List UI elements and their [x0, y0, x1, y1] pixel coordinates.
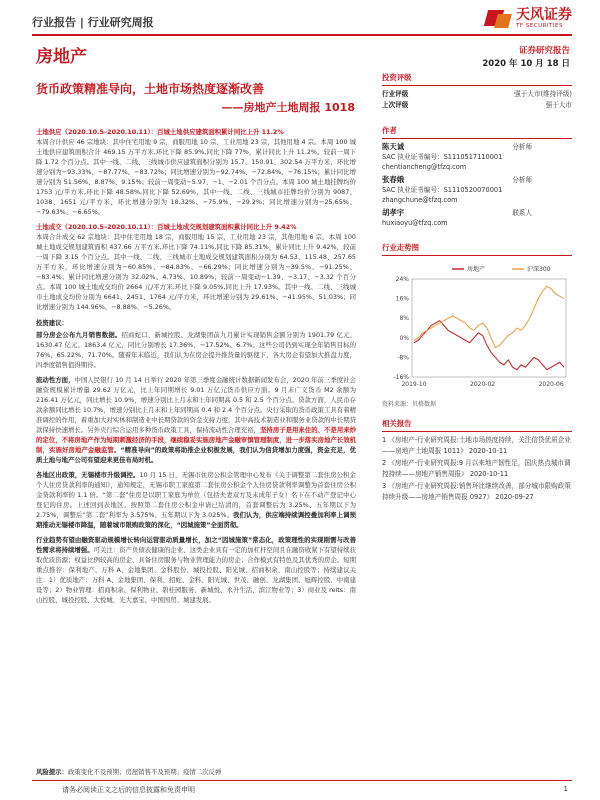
y-tick-label: 16% — [395, 295, 409, 303]
trend-chart-heading: 行业走势图 — [382, 242, 572, 256]
land-deal-lead: 土地成交（2020.10.5–2020.10.11）：百城土地成交规划建筑面积累计同比上升 9.42% — [36, 223, 297, 231]
sales-text: 招商蛇口、新城控股、龙湖集团前九月累计实现销售金额分别为 1901.79 亿元、1630.47 亿元、1863.4 亿元，同比分别增长 17.36%、−17.52%、6.7%。这些公司仍到实现全年销售目标的 76%、65.22%、71.70%。随着年末临近，我们认为在房企提升推货量的驱使下，各大房企有望加大推盘力度，四季度销售值得期待。 — [36, 331, 356, 369]
chart-source: 资料来源：贝格数据 — [382, 401, 437, 408]
company-logo — [486, 8, 572, 30]
y-tick-label: 0% — [399, 334, 409, 342]
page-footer — [32, 780, 572, 794]
chart-frame — [412, 279, 566, 377]
land-supply-section — [36, 127, 356, 217]
land-deal-section — [36, 222, 356, 312]
related-report-link[interactable]: 1 《房地产-行业研究周报:土地市场热度持续，关注信贷优质企业——房地产土地周报 1011》 2020-10-11 — [382, 436, 571, 455]
author-cert-label: SAC 执业证书编号： — [382, 153, 444, 161]
authors-heading: 作者 — [382, 125, 572, 139]
related-report-link[interactable]: 3 《房地产-行业研究周报:销售环比继续改善，部分城市限购政策持续升级——房地产销售周报 0927》 2020-09-27 — [382, 482, 571, 501]
author-cert-label: SAC 执业证书编号： — [382, 186, 444, 194]
logo-name-en: TF SECURITIES — [516, 23, 563, 30]
land-supply-lead: 土地供应（2020.10.5–2020.10.11）：百城土地供应建筑面积累计同比上升 11.2% — [36, 128, 284, 136]
author-card — [382, 175, 572, 205]
author-role: 分析师 — [512, 176, 532, 184]
trend-highlight: 行业趋势有望由融资驱动规模增长转向运营驱动质量增长，加之“因城施策”常态化，政策理性的实现刚需与改善性需求将持续增强。 — [36, 536, 356, 554]
industry-rating-label: 行业评级 — [382, 90, 409, 98]
industry-rating-value: 强于大市(维持评级) — [514, 90, 572, 98]
x-tick-label: 2019-10 — [401, 381, 427, 388]
y-tick-label: 8% — [399, 315, 409, 323]
report-date: 2020 年 10 月 18 日 — [482, 59, 570, 69]
policy-paragraph — [36, 470, 356, 530]
breadcrumb: 行业报告 | 行业研究周报 — [32, 16, 154, 29]
sales-paragraph — [36, 330, 356, 370]
legend-label: 房地产 — [467, 266, 486, 273]
previous-rating-value: 强于大市 — [545, 101, 572, 109]
trend-paragraph — [36, 535, 356, 605]
related-report-link[interactable]: 2 《房地产-行业研究周报:9 月以来地产韧性足，国庆热点城市调控持续——房地产销售周报》 2020-10-11 — [382, 459, 571, 478]
rating-heading: 投资评级 — [382, 72, 572, 86]
land-supply-text: 本周合计供应 46 宗地块：其中住宅用地 9 宗，商服用地 10 宗，工业用地 23 宗，其他用地 4 宗。本周 100 城土地供应建筑面积合计 469.15 万平方米,环比下降 85.9%,同比下降 77%，累计同比上升 11.2%。较前一周下降 1.72 个百分点。其中一线、二线、三线城市供应建筑面积分别为 15.7、150.91、302.54 万平方米，环比增速分别为−93.33%、−87.77%、−83.72%；同比增速分别为−92.74%、−72.84%、−76.15%；累计同比增速分别为 51.56%、8.87%、9.15%；较前一周变动−5.97、−1、−2.01 个百分点。本周 100 城土地挂牌均价 1753 元/平方米,环比下降 48.58%,同比下降 52.69%，其中一线、二线、三线城市挂牌均价分别为 9087、1038、1651 元/平方米，环比增速分别为 18.32%、−75.9%、−29.2%；同比增速分别为−25.65%、−79.63%、−6.65%。 — [36, 138, 356, 216]
report-subtitle: ——房地产土地周报 1018 — [221, 101, 355, 114]
author-name: 胡孝宇 — [382, 208, 405, 217]
disclaimer: 请务必阅读正文之后的信息披露和免责申明 — [62, 786, 195, 794]
main-content — [36, 127, 356, 610]
y-tick-label: -16% — [393, 374, 409, 381]
series-line-0 — [414, 321, 564, 370]
author-email[interactable]: zhangchune@tfzq.com — [382, 196, 458, 204]
industry-rating — [382, 89, 572, 100]
related-reports — [382, 435, 572, 502]
sales-lead: 部分房企公布九月销售数据。 — [36, 331, 122, 339]
liquidity-highlight: 坚持房子是用来住的、不是用来炒的定位，不将房地产作为短期刺激经济的手段，继续稳妥实施房地产金融审慎管理制度，进一步落实房地产长效机制，实施好房地产金融监管。 — [36, 426, 357, 454]
trend-text: 可关注：资产负债表健康的企业、这类企业具有一定的加杠杆空间且在融资收紧下有望持续获取优质资源；权益比例较高的房企、具备住房服务与物业管理能力的房企；合作模式有特色及其优秀的房企。短期重点推荐：保利地产、万科 A、金地集团、金科股份、城投控股、阳光城、招商积余、南山控股等；持续建议关注：1）优质地产：万科 A、金地集团、保利、招蛇、金科、阳光城、世茂、融创、龙湖集团、旭辉控股、中南建设等；2）物业管理：招商积余、保利物业、碧桂园服务、新城悦、永升生活、滨江物业等；3）商业及 reits：南山控股、城投控股、大悦城、光大嘉宝、中国国贸、城建发展。 — [36, 546, 357, 604]
author-email[interactable]: huxiaoyu@tfzq.com — [382, 219, 448, 227]
liquidity-text: 中国人民银行 10 月 14 日举行 2020 年第三季度金融统计数据新闻发布会，2020 年前三季度社会融资规模累计增量 29.62 万亿元，比上年同期增长 9.01 万亿元货币供应方面。9 月末广义货币 M2 余额为 216.41 万亿元，同比增长 10.9%，增速分别比上月末和上年同期高 0.5 和 2.5 个百分点。贷款方面，人民币存款余额同比增长 10.7%，增速分别比上月末和上年同期高 0.4 和 2.4 个百分点。央行采取的货币政策工具有着精准调控的作用，着重加大对实体和制造业中长期贷款的资金支持力度，其中高技术制造业和服务业贷款的中长期贷款保持快速增长。另外央行综合运用多种货币政策工具，保持流动性合理充裕， — [36, 376, 357, 434]
sidebar — [382, 72, 572, 504]
x-tick-label: 2020-06 — [538, 381, 564, 388]
author-name: 张春娥 — [382, 175, 405, 184]
previous-rating — [382, 100, 572, 111]
author-cert: S1110520070001 — [443, 186, 503, 194]
y-tick-label: -8% — [397, 354, 409, 362]
author-cert: S1110517110001 — [443, 153, 503, 161]
author-name: 陈天诚 — [382, 142, 405, 151]
page-number: 1 — [563, 785, 568, 793]
previous-rating-label: 上次评级 — [382, 101, 409, 109]
risk-label: 风险提示： — [36, 768, 68, 776]
author-email[interactable]: chentiancheng@tfzq.com — [382, 163, 467, 171]
legend-label: 沪深300 — [527, 266, 551, 273]
policy-text: 10 月 15 日，无锡市住房公积金管理中心发布《关于调整第二套住房公积金个人住房贷款利率的通知》，通知规定，无锡市职工家庭第二套住房公积金个人住房贷款利率调整为首套住房公积金贷款利率的 1.1 倍。“第二套”住房是以职工家庭为单位（包括夫妻双方及未成年子女）名下在不动产登记中心登记的住房。上述回到表地区。按照第二套住房公积金申请已结清的，首套调整后为 3.25%、五年期以下为 2.75%，调整后“第二套”利率为 3.575%、五年期以下为 3.025%。 — [36, 471, 357, 519]
trend-chart-svg — [382, 259, 572, 397]
liquidity-paragraph — [36, 375, 356, 465]
risk-text: 政策变化不及预期；房屋销售不及预期；疫情二次反弹 — [67, 768, 222, 776]
series-line-1 — [414, 286, 564, 347]
industry-trend-chart — [382, 259, 572, 397]
header-divider — [32, 34, 572, 36]
liquidity-lead: 流动性方面， — [36, 376, 75, 384]
y-tick-label: 24% — [395, 276, 409, 283]
author-role: 联系人 — [512, 209, 532, 217]
author-role: 分析师 — [512, 143, 532, 151]
risk-warning — [36, 767, 572, 776]
logo-name-cn: 天风证券 — [516, 7, 572, 24]
liquidity-tail: “精准导向”的政策将助推企业积极发展，我们认为信贷增加力度强，资金充足，优质土地与地产公司有望迎来更佳布局时机。 — [36, 446, 357, 464]
sector-title: 房地产 — [36, 47, 87, 67]
author-card — [382, 208, 572, 228]
investment-advice-heading: 投资建议： — [36, 319, 68, 327]
logo-mark-icon — [486, 8, 512, 30]
author-card — [382, 142, 572, 172]
related-reports-heading: 相关报告 — [382, 418, 572, 432]
x-tick-label: 2020-02 — [470, 381, 496, 388]
land-deal-text: 本周合计成交 62 宗地块：其中住宅用地 18 宗，商服用地 15 宗，工业用地 23 宗，其他用地 6 宗。本周 100 城土地成交规划建筑面积 437.66 万平方米,环比下降 74.11%,同比下降 85.31%，累计同比上升 9.42%，较前一周下降 3.15 个百分点。其中一线、二线、三线城市土地成交规划建筑面积分别为 64.53、115.48、257.65 万平方米，环比增速分别为−60.85%、−84.83%、−66.29%；同比增速分别为−39.5%、−91.25%、−83.4%；累计同比增速分别为 32.02%、4.73%、10.89%；较前一周变动−1.39、−3.17、−3.32 个百分点。本周 100 城土地成交均价 2664 元/平方米,环比下降 9.05%,同比上升 17.93%。其中一线、二线、三线城市土地成交均价分别为 6641、2451、1764 元/平方米，环比增速分别为 29.61%、−41.95%、51.03%；同比增速分别为 144.96%、−8.88%、−5.26%。 — [36, 233, 356, 311]
report-type: 证券研究报告 — [518, 46, 570, 56]
report-title: 货币政策精准导向，土地市场热度逐渐改善 — [36, 82, 265, 96]
policy-lead: 各地区出政策，无锡楼市升级调控。 — [36, 471, 140, 479]
policy-highlight: 我们认为，供应端持续调控叠加利率上调预期推动无锡楼市降温，随着城市限购政策的深化，“因城施策”全面贯彻。 — [36, 511, 356, 529]
report-header — [32, 8, 572, 32]
